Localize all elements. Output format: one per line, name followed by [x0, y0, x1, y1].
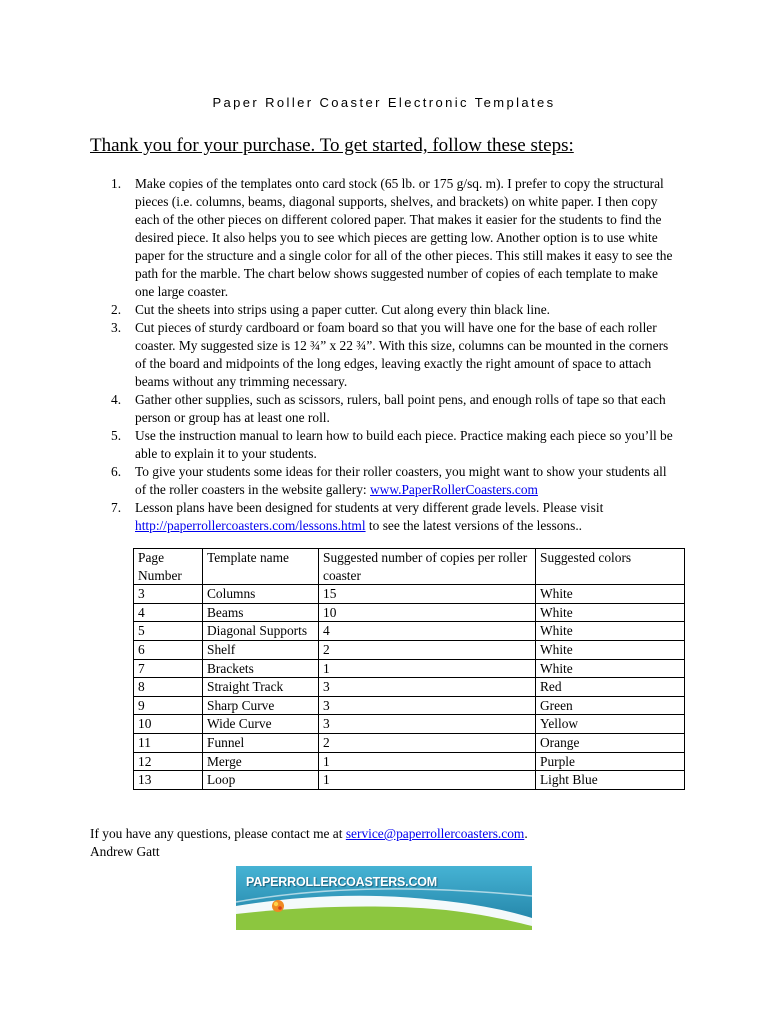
cell-color: White [536, 659, 685, 678]
cell-template: Sharp Curve [203, 696, 319, 715]
signature: Andrew Gatt [90, 844, 160, 859]
cell-copies: 3 [319, 696, 536, 715]
cell-copies: 1 [319, 771, 536, 790]
header-page-number: Page Number [134, 549, 203, 585]
cell-page: 4 [134, 603, 203, 622]
cell-template: Diagonal Supports [203, 622, 319, 641]
cell-page: 12 [134, 752, 203, 771]
cell-template: Columns [203, 585, 319, 604]
gallery-link[interactable]: www.PaperRollerCoasters.com [370, 482, 538, 497]
step-text: Cut the sheets into strips using a paper cutter. Cut along every thin black line. [135, 302, 551, 317]
steps-list [111, 175, 675, 535]
cell-color: White [536, 603, 685, 622]
header-template-name: Template name [203, 549, 319, 585]
table-row [134, 678, 685, 697]
cell-template: Straight Track [203, 678, 319, 697]
cell-page: 10 [134, 715, 203, 734]
cell-color: Red [536, 678, 685, 697]
contact-line [90, 825, 528, 843]
step-item [111, 391, 675, 427]
intro-heading: Thank you for your purchase. To get started, follow these steps: [90, 135, 574, 156]
cell-page: 11 [134, 733, 203, 752]
cell-template: Loop [203, 771, 319, 790]
cell-template: Wide Curve [203, 715, 319, 734]
cell-copies: 1 [319, 659, 536, 678]
cell-template: Funnel [203, 733, 319, 752]
step-item [111, 301, 675, 319]
step-text: Cut pieces of sturdy cardboard or foam board so that you will have one for the base of each roller coaster. My suggested size is 12 ¾” x 22 ¾”. With this size, columns can be mounted in the corners of the board and midpoints of the long edges, leaving exactly the right amount of space to attach beams without any trimming necessary. [135, 320, 669, 389]
table-row [134, 640, 685, 659]
document-title: Paper Roller Coaster Electronic Templates [212, 95, 556, 110]
cell-color: Yellow [536, 715, 685, 734]
cell-color: Green [536, 696, 685, 715]
cell-template: Beams [203, 603, 319, 622]
step-text: Make copies of the templates onto card stock (65 lb. or 175 g/sq. m). I prefer to copy the structural pieces (i.e. columns, beams, diagonal supports, shelves, and brackets) on white paper. I then copy each of the other pieces on different colored paper. That makes it easier for the students to find the desired piece. It also helps you to see which pieces are getting low. Another option is to use white paper for the structure and a single color for all of the other pieces. This still makes it easy to see the path for the marble. The chart below shows suggested number of copies of each template to make one large coaster. [135, 176, 673, 299]
cell-copies: 2 [319, 640, 536, 659]
table-header-row [134, 549, 685, 585]
header-suggested-colors: Suggested colors [536, 549, 685, 585]
marble-icon [272, 900, 284, 912]
step-number: 1. [111, 176, 122, 191]
cell-template: Merge [203, 752, 319, 771]
step-text-after: to see the latest versions of the lessons.. [365, 518, 583, 533]
step-number: 2. [111, 302, 122, 317]
cell-color: White [536, 640, 685, 659]
cell-color: White [536, 622, 685, 641]
cell-page: 7 [134, 659, 203, 678]
lessons-link[interactable]: http://paperrollercoasters.com/lessons.html [135, 518, 366, 533]
cell-page: 13 [134, 771, 203, 790]
table-row [134, 733, 685, 752]
step-item [111, 175, 675, 301]
cell-page: 5 [134, 622, 203, 641]
cell-copies: 3 [319, 678, 536, 697]
step-text: Use the instruction manual to learn how to build each piece. Practice making each piece so you’ll be able to explain it to your students. [135, 428, 673, 461]
step-item [111, 463, 675, 499]
contact-text-after: . [524, 826, 528, 841]
cell-page: 8 [134, 678, 203, 697]
step-number: 3. [111, 320, 122, 335]
cell-template: Brackets [203, 659, 319, 678]
site-logo[interactable] [236, 866, 532, 930]
cell-copies: 10 [319, 603, 536, 622]
contact-email-link[interactable]: service@paperrollercoasters.com [345, 826, 525, 841]
step-item [111, 499, 675, 535]
step-text: To give your students some ideas for their roller coasters, you might want to show your students all of the roller coasters in the website gallery: [135, 464, 667, 497]
step-item [111, 319, 675, 391]
cell-color: Light Blue [536, 771, 685, 790]
contact-block [90, 825, 528, 861]
step-number: 6. [111, 464, 122, 479]
cell-color: Purple [536, 752, 685, 771]
cell-page: 3 [134, 585, 203, 604]
table-row [134, 752, 685, 771]
table-row [134, 715, 685, 734]
step-number: 7. [111, 500, 122, 515]
cell-page: 6 [134, 640, 203, 659]
cell-copies: 3 [319, 715, 536, 734]
header-suggested-copies: Suggested number of copies per roller coaster [319, 549, 536, 585]
step-text: Lesson plans have been designed for students at very different grade levels. Please visit [135, 500, 604, 515]
logo-text: PAPERROLLERCOASTERS.COM [246, 875, 438, 889]
table-row [134, 696, 685, 715]
cell-copies: 4 [319, 622, 536, 641]
templates-table [133, 548, 685, 790]
cell-template: Shelf [203, 640, 319, 659]
step-text: Gather other supplies, such as scissors, rulers, ball point pens, and enough rolls of tape so that each person or group has at least one roll. [135, 392, 666, 425]
cell-color: Orange [536, 733, 685, 752]
table-row [134, 659, 685, 678]
contact-text: If you have any questions, please contact me at [90, 826, 346, 841]
step-number: 4. [111, 392, 122, 407]
step-item [111, 427, 675, 463]
table-row [134, 622, 685, 641]
cell-copies: 15 [319, 585, 536, 604]
table-row [134, 585, 685, 604]
table-row [134, 771, 685, 790]
table-row [134, 603, 685, 622]
cell-copies: 2 [319, 733, 536, 752]
cell-copies: 1 [319, 752, 536, 771]
step-number: 5. [111, 428, 122, 443]
cell-page: 9 [134, 696, 203, 715]
cell-color: White [536, 585, 685, 604]
